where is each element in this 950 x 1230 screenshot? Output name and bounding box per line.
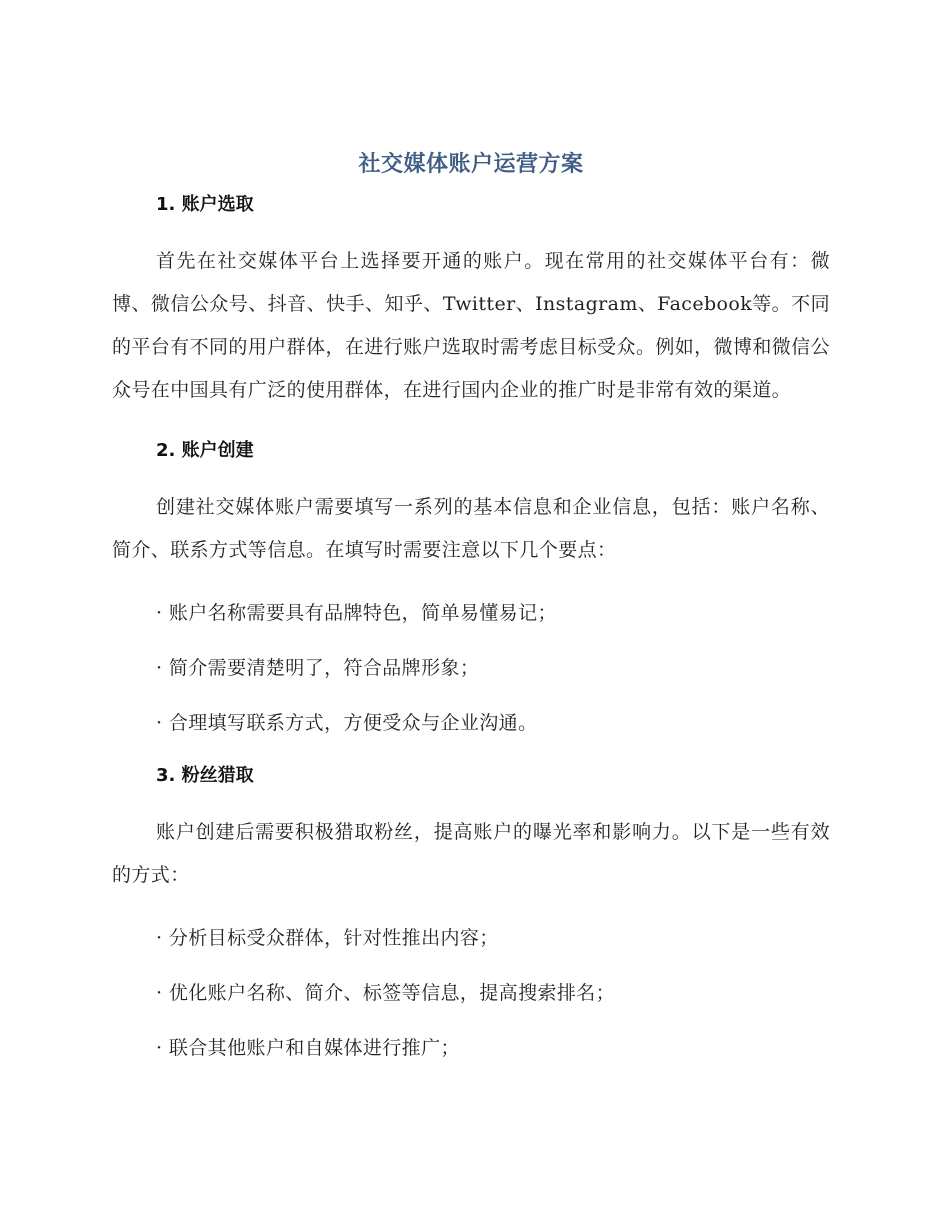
section-paragraph: 创建社交媒体账户需要填写一系列的基本信息和企业信息，包括：账户名称、简介、联系方式等信息。在填写时需要注意以下几个要点： — [112, 496, 830, 561]
document-title: 社交媒体账户运营方案 — [358, 152, 584, 177]
list-item: · 简介需要清楚明了，符合品牌形象； — [156, 657, 480, 679]
document-page — [112, 150, 830, 1062]
list-item: · 联合其他账户和自媒体进行推广； — [156, 1037, 460, 1059]
list-item: · 账户名称需要具有品牌特色，简单易懂易记； — [156, 602, 557, 624]
list-item: · 合理填写联系方式，方便受众与企业沟通。 — [156, 712, 538, 734]
list-item: · 优化账户名称、简介、标签等信息，提高搜索排名； — [156, 982, 616, 1004]
list-item: · 分析目标受众群体，针对性推出内容； — [156, 927, 499, 949]
section-heading: 1. 账户选取 — [156, 194, 254, 215]
section-account-selection — [112, 192, 830, 412]
section-paragraph: 账户创建后需要积极猎取粉丝，提高账户的曝光率和影响力。以下是一些有效的方式： — [112, 821, 830, 886]
section-heading: 2. 账户创建 — [156, 440, 254, 461]
section-paragraph: 首先在社交媒体平台上选择要开通的账户。现在常用的社交媒体平台有：微博、微信公众号、抖音、快手、知乎、Twitter、Instagram、Facebook等。不同的平台有不同的用户群体，在进行账户选取时需考虑目标受众。例如，微博和微信公众号在中国具有广泛的使用群体，在进行国内企业的推广时是非常有效的渠道。 — [112, 250, 830, 401]
section-account-creation — [112, 438, 830, 737]
section-fan-acquisition — [112, 763, 830, 1062]
section-heading: 3. 粉丝猎取 — [156, 765, 254, 786]
